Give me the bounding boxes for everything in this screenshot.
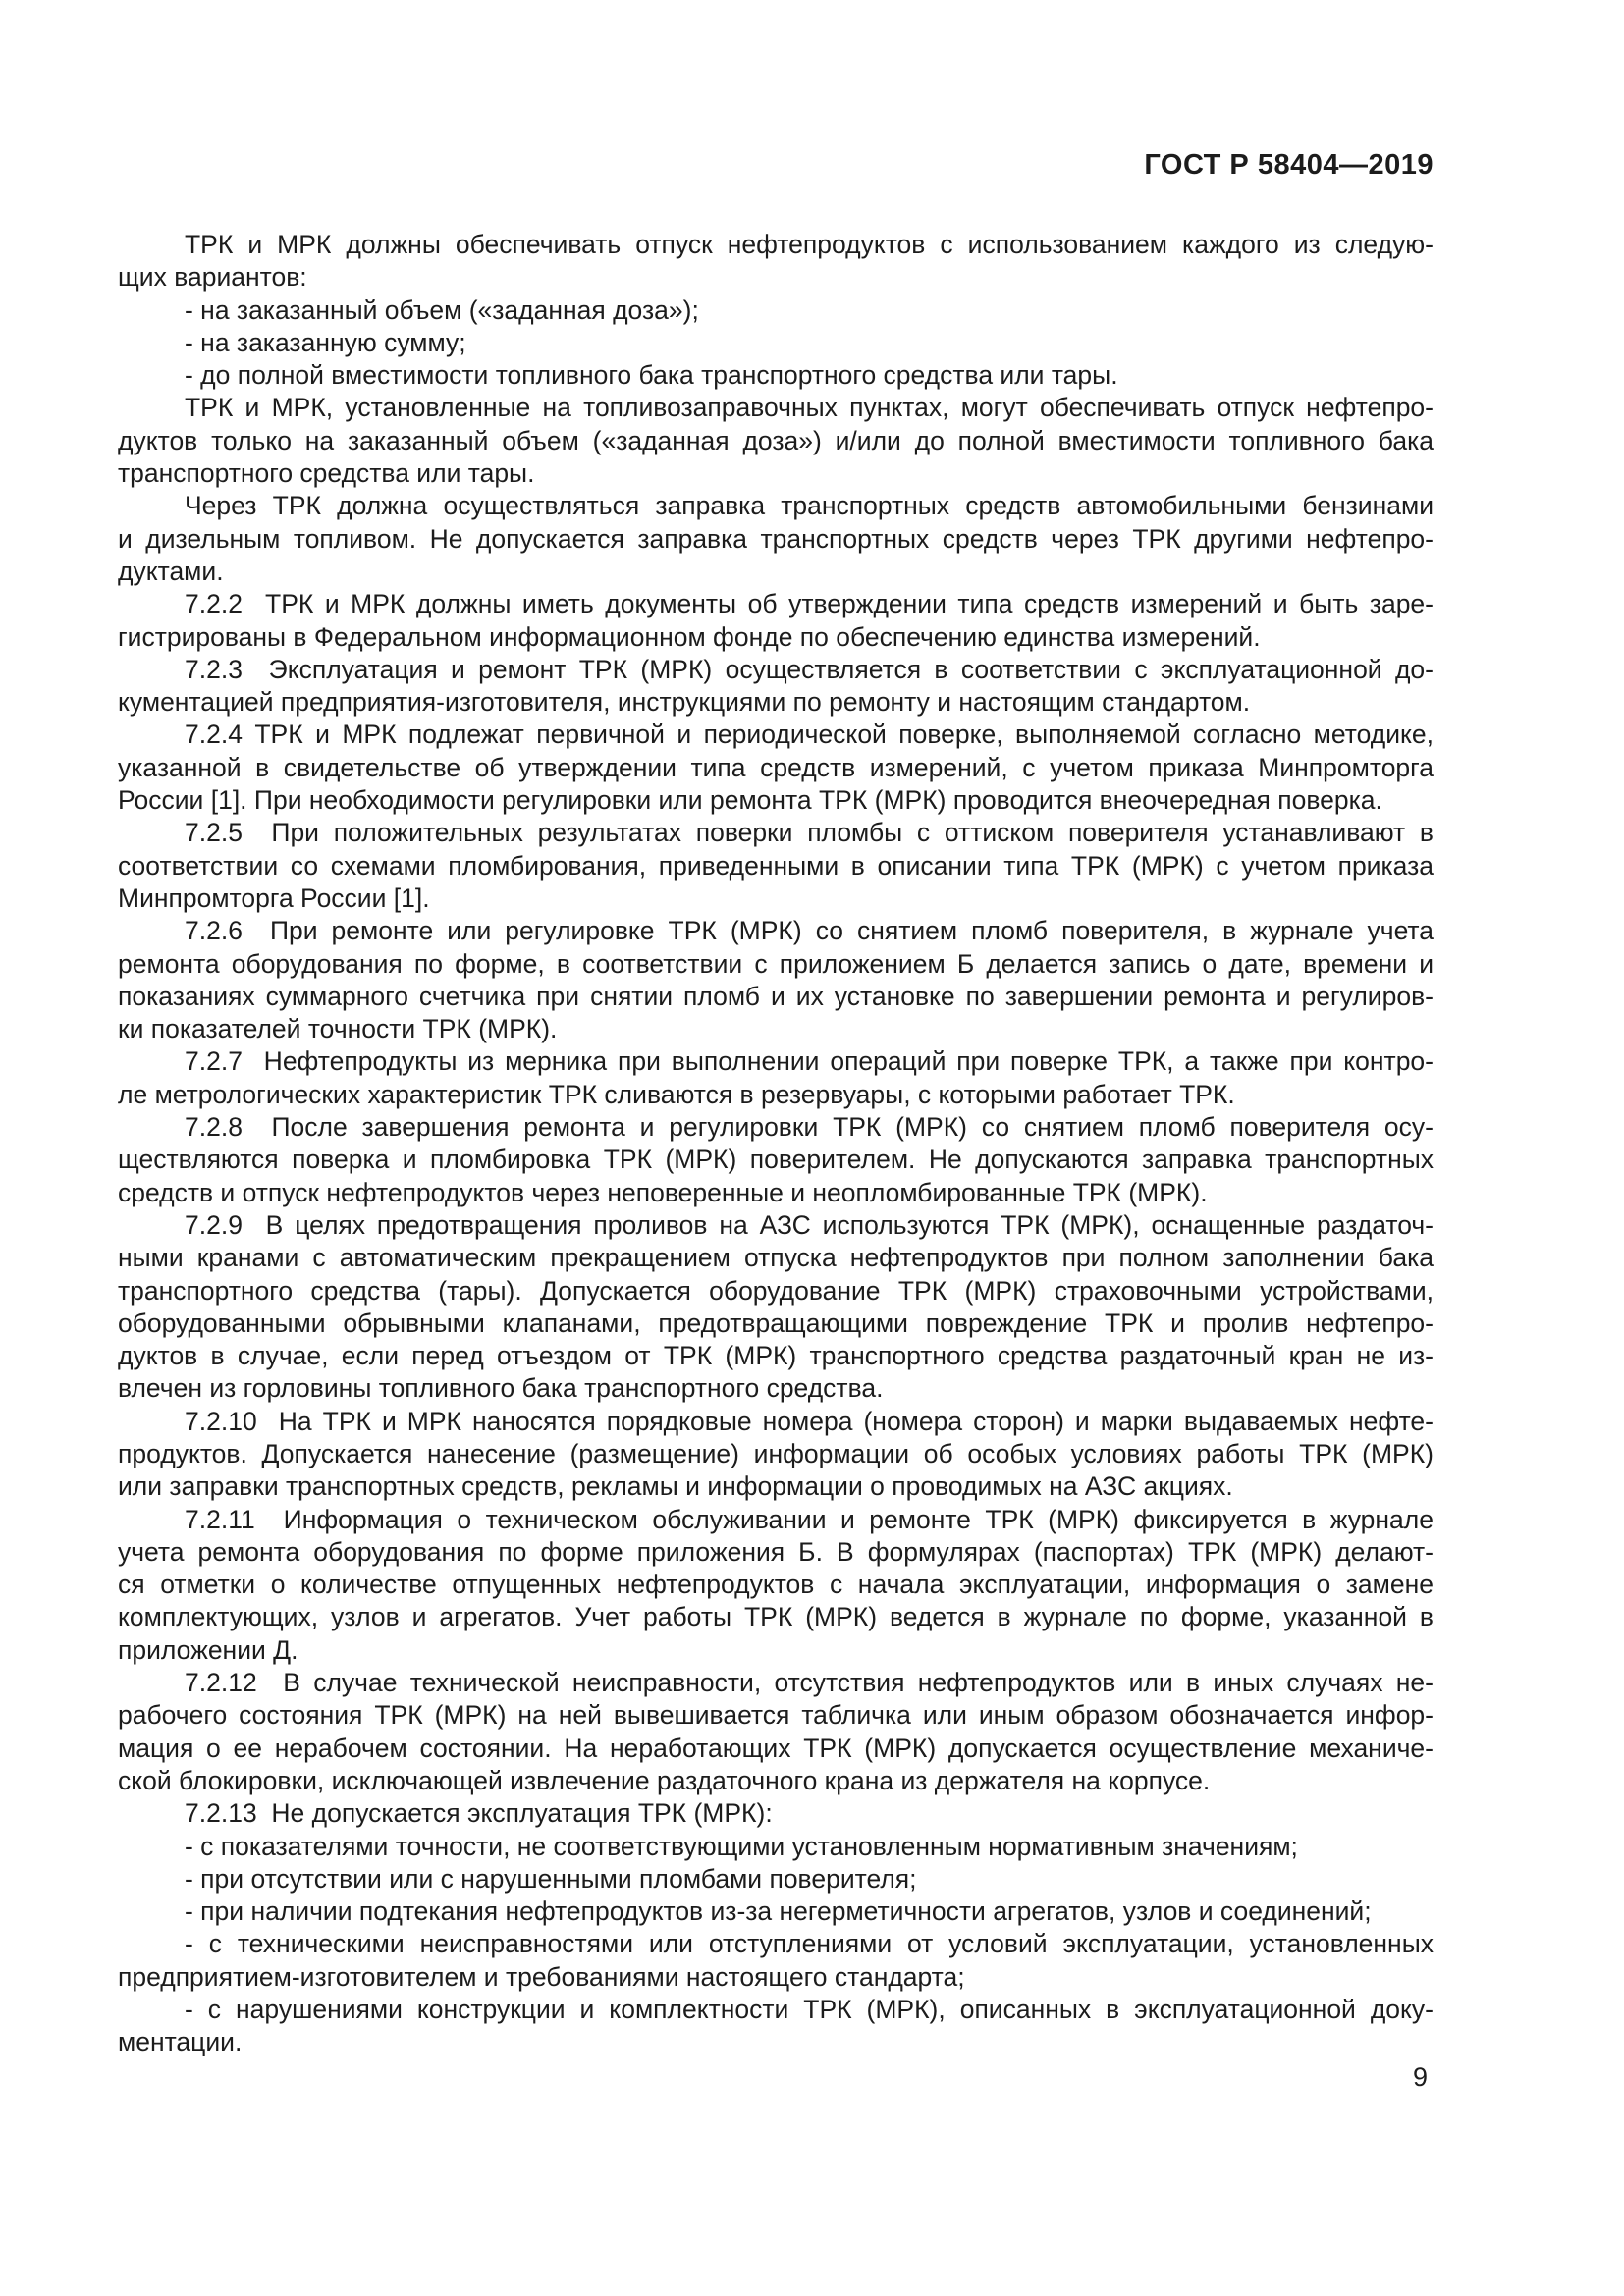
text-line: Минпромторга России [1]. <box>118 882 430 913</box>
paragraph <box>118 294 1434 327</box>
text-line: гистрированы в Федеральном информационном фонде по обеспечению единства измерений. <box>118 621 1261 652</box>
text-line: 7.2.13 Не допускается эксплуатация ТРК (МРК): <box>185 1798 773 1829</box>
page-number: 9 <box>1412 2062 1428 2092</box>
text-line: - при отсутствии или с нарушенными пломбами поверителя; <box>185 1863 917 1894</box>
paragraph <box>118 1831 1434 1863</box>
text-line: ской блокировки, исключающей извлечение раздаточного крана из держателя на корпусе. <box>118 1765 1211 1795</box>
text-line: - на заказанный объем («заданная доза»); <box>185 294 699 325</box>
text-line: ществляются поверка и пломбировка ТРК (МРК) поверителем. Не допускаются заправка транспортных <box>118 1145 1434 1175</box>
text-line: Через ТРК должна осуществляться заправка транспортных средств автомобильными бензинами <box>185 491 1434 521</box>
text-line: 7.2.4 ТРК и МРК подлежат первичной и периодической поверке, выполняемой согласно методике, <box>185 720 1434 750</box>
text-line: 7.2.2 ТРК и МРК должны иметь документы об утверждении типа средств измерений и быть заре- <box>185 589 1434 619</box>
paragraph <box>118 1928 1434 1994</box>
text-line: комплектующих, узлов и агрегатов. Учет работы ТРК (МРК) ведется в журнале по форме, указанной в <box>118 1602 1434 1632</box>
page-header <box>118 149 1434 182</box>
text-line: предприятием-изготовителем и требованиями настоящего стандарта; <box>118 1961 965 1992</box>
text-line: 7.2.6 При ремонте или регулировке ТРК (МРК) со снятием пломб поверителя, в журнале учета <box>185 916 1434 946</box>
paragraph <box>118 229 1434 294</box>
paragraph <box>118 392 1434 490</box>
text-line: России [1]. При необходимости регулировки или ремонта ТРК (МРК) проводится внеочередная поверка. <box>118 785 1382 816</box>
text-line: дуктов в случае, если перед отъездом от ТРК (МРК) транспортного средства раздаточный кран не из- <box>118 1341 1434 1371</box>
text-line: ТРК и МРК, установленные на топливозаправочных пунктах, могут обеспечивать отпуск нефтепро- <box>185 393 1434 423</box>
paragraph <box>118 327 1434 359</box>
paragraph <box>118 817 1434 915</box>
text-line: - с показателями точности, не соответствующими установленным нормативным значениям; <box>185 1831 1298 1861</box>
paragraph <box>118 1504 1434 1667</box>
text-line: ремонта оборудования по форме, в соответствии с приложением Б делается запись о дате, времени и <box>118 948 1434 979</box>
text-line: ле метрологических характеристик ТРК сливаются в резервуары, с которыми работает ТРК. <box>118 1079 1235 1109</box>
text-line: или заправки транспортных средств, рекламы и информации о проводимых на АЗС акциях. <box>118 1471 1233 1502</box>
text-line: средств и отпуск нефтепродуктов через неповеренные и неопломбированные ТРК (МРК). <box>118 1177 1208 1207</box>
text-line: 7.2.10 На ТРК и МРК наносятся порядковые номера (номера сторон) и марки выдаваемых нефте- <box>185 1406 1434 1436</box>
text-line: учета ремонта оборудования по форме приложения Б. В формулярах (паспортах) ТРК (МРК) делают- <box>118 1536 1434 1567</box>
paragraph <box>118 1406 1434 1504</box>
text-line: ки показателей точности ТРК (МРК). <box>118 1014 558 1044</box>
paragraph <box>118 1797 1434 1830</box>
text-line: ТРК и МРК должны обеспечивать отпуск нефтепродуктов с использованием каждого из следую- <box>185 230 1434 259</box>
text-line: 7.2.3 Эксплуатация и ремонт ТРК (МРК) осуществляется в соответствии с эксплуатационной до- <box>185 654 1434 684</box>
text-line: - с нарушениями конструкции и комплектности ТРК (МРК), описанных в эксплуатационной доку- <box>185 1995 1434 2025</box>
paragraph <box>118 588 1434 654</box>
text-line: - с техническими неисправностями или отступлениями от условий эксплуатации, установленных <box>185 1929 1434 1959</box>
paragraph <box>118 1667 1434 1797</box>
text-line: - на заказанную сумму; <box>185 327 466 357</box>
text-line: 7.2.5 При положительных результатах поверки пломбы с оттиском поверителя устанавливают в <box>185 818 1434 848</box>
text-line: транспортного средства (тары). Допускается оборудование ТРК (МРК) страховочными устройствами, <box>118 1275 1434 1306</box>
text-line: мация о ее нерабочем состоянии. На неработающих ТРК (МРК) допускается осуществление механиче- <box>118 1733 1434 1763</box>
paragraph <box>118 490 1434 588</box>
text-line: кументацией предприятия-изготовителя, инструкциями по ремонту и настоящим стандартом. <box>118 687 1251 718</box>
text-line: показаниях суммарного счетчика при снятии пломб и их установке по завершении ремонта и регулиров- <box>118 981 1434 1011</box>
text-line: 7.2.11 Информация о техническом обслуживании и ремонте ТРК (МРК) фиксируется в журнале <box>185 1504 1434 1534</box>
text-line: и дизельным топливом. Не допускается заправка транспортных средств через ТРК другими нефтепро- <box>118 523 1434 554</box>
text-line: - при наличии подтекания нефтепродуктов из-за негерметичности агрегатов, узлов и соединений; <box>185 1896 1372 1927</box>
paragraph <box>118 359 1434 392</box>
text-line: 7.2.9 В целях предотвращения проливов на АЗС используются ТРК (МРК), оснащенные раздаточ- <box>185 1209 1434 1240</box>
text-line: рабочего состояния ТРК (МРК) на ней вывешивается табличка или иным образом обозначается инфор- <box>118 1700 1434 1731</box>
text-line: ментации. <box>118 2027 243 2057</box>
text-line: дуктов только на заказанный объем («заданная доза») и/или до полной вместимости топливного бака <box>118 425 1434 455</box>
text-line: ся отметки о количестве отпущенных нефтепродуктов с начала эксплуатации, информация о замене <box>118 1570 1434 1600</box>
paragraph <box>118 1863 1434 1896</box>
text-line: ными кранами с автоматическим прекращением отпуска нефтепродуктов при полном заполнении бака <box>118 1243 1434 1273</box>
text-line: указанной в свидетельстве об утверждении типа средств измерений, с учетом приказа Минпромторга <box>118 752 1434 782</box>
paragraph <box>118 1045 1434 1111</box>
text-line: приложении Д. <box>118 1634 298 1665</box>
paragraph <box>118 654 1434 720</box>
paragraph <box>118 915 1434 1045</box>
text-line: транспортного средства или тары. <box>118 458 535 489</box>
text-line: соответствии со схемами пломбирования, приведенными в описании типа ТРК (МРК) с учетом приказа <box>118 850 1434 881</box>
paragraph <box>118 1111 1434 1209</box>
text-line: 7.2.8 После завершения ремонта и регулировки ТРК (МРК) со снятием пломб поверителя осу- <box>185 1112 1434 1143</box>
paragraph <box>118 1896 1434 1928</box>
text-line: продуктов. Допускается нанесение (размещение) информации об особых условиях работы ТРК (МРК) <box>118 1438 1434 1468</box>
text-line: 7.2.7 Нефтепродукты из мерника при выполнении операций при поверке ТРК, а также при контро- <box>185 1046 1434 1077</box>
document-body <box>118 229 1434 2059</box>
text-line: влечен из горловины топливного бака транспортного средства. <box>118 1373 884 1404</box>
text-line: оборудованными обрывными клапанами, предотвращающими повреждение ТРК и пролив нефтепро- <box>118 1308 1434 1338</box>
paragraph <box>118 1209 1434 1406</box>
paragraph <box>118 1994 1434 2059</box>
paragraph <box>118 719 1434 817</box>
text-line: 7.2.12 В случае технической неисправности, отсутствия нефтепродуктов или в иных случаях не- <box>185 1668 1434 1698</box>
standard-designation: ГОСТ Р 58404—2019 <box>1144 149 1434 181</box>
text-line: щих вариантов: <box>118 262 307 293</box>
text-line: дуктами. <box>118 556 224 586</box>
text-line: - до полной вместимости топливного бака транспортного средства или тары. <box>185 360 1118 391</box>
